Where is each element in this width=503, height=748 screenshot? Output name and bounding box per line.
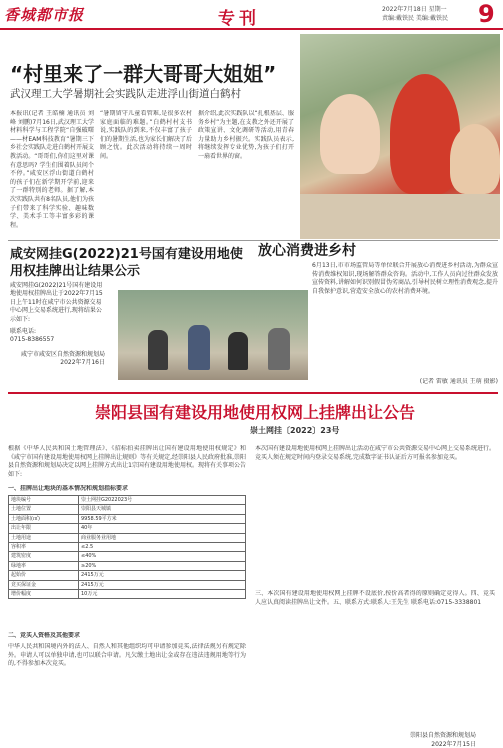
table-cell-label: 土地用途 <box>9 533 79 542</box>
page-number: 9 <box>478 0 495 28</box>
article2-body: 6月13日,市市场监管局等单位联合开展放心消费进乡村活动,为群众宣传消费维权知识,现场解答群众咨询。活动中,工作人员向过往群众发放宣传资料,讲解如何识别假冒伪劣商品,引导村民树立理性消费观念,提升自我保护意识,营造安全放心的农村消费环境。 <box>312 262 498 295</box>
article-column-1: 本报讯(记者 王皓楠 通讯员 刘峰 刘鹏)7月16日,武汉理工大学材料科学与工程学院“自强破曙——材EAM科技教育”暑期三下乡社会实践队走进白鹤村开展支教活动。“哥哥们,你们这里对课有意思吗? 学生们围着队员问个不停。”咸安区浮山街道白鹤村的孩子们在新学期开学前,迎来了一群特别的老师。据了解,本次实践队共有8名队员,他们为孩子们带来了科学实验、趣味数学、美术手工等丰富多彩的课程。 <box>10 110 94 229</box>
parcel-table <box>8 495 246 599</box>
table-cell-value: 2415万元 <box>79 571 246 580</box>
table-cell-label: 建筑密度 <box>9 552 79 561</box>
table-row <box>9 561 246 570</box>
notice-text: 咸安网挂G(2022)21号国有建设用地使用权挂牌出让于2022年7月15日上午11时在咸宁市公共资源交易中心网上交易系统进行,现将结果公示如下: <box>10 282 103 323</box>
table-cell-label: 土地位置 <box>9 505 79 514</box>
section-two-heading: 二、竞买人资格及其他要求 <box>8 632 81 639</box>
table-cell-label: 出让年限 <box>9 524 79 533</box>
table-cell-value: 40年 <box>79 524 246 533</box>
table-cell-label: 土地面积(㎡) <box>9 514 79 523</box>
announcement-intro: 根据《中华人民共和国土地管理法》、《招标拍卖挂牌出让国有建设用地使用权规定》和《咸宁市国有建设用地使用权网上挂牌出让规则》等有关规定,经崇阳县人民政府批准,崇阳县自然资源和规划局决定以网上挂牌方式出让1宗国有建设用地使用权。现将有关事项公告如下: <box>8 445 246 478</box>
table-cell-value: ≤2.5 <box>79 543 246 552</box>
newspaper-logo: 香城都市报 <box>4 6 85 24</box>
table-cell-label: 增价幅度 <box>9 590 79 599</box>
article2-title: 放心消费进乡村 <box>258 243 356 259</box>
issue-date: 2022年7月18日 星期一 <box>382 6 447 13</box>
contact-phone: 0715-8386557 <box>10 336 55 344</box>
article-column-2: “暑期留守儿童看管难,是很多农村家庭面临的难题。”白鹤村村支书说,实践队的到来,不仅丰富了孩子们的暑期生活,也为家长们解决了后顾之忧。此次活动将持续一周时间。 <box>100 110 192 160</box>
contact-label: 联系电话: <box>10 328 37 336</box>
issue-meta <box>382 5 477 23</box>
masthead <box>0 0 503 30</box>
table-row <box>9 533 246 542</box>
table-cell-value: 2415万元 <box>79 580 246 589</box>
announcement-title: 崇阳县国有建设用地使用权网上挂牌出让公告 <box>94 403 415 422</box>
table-cell-label: 起始价 <box>9 571 79 580</box>
notice-title: 咸安网挂G(2022)21号国有建设用地使用权挂牌出让结果公示 <box>10 247 243 279</box>
table-cell-value: 崇阳县天城镇 <box>79 505 246 514</box>
section-title: 专刊 <box>218 9 260 29</box>
table-row <box>9 514 246 523</box>
table-row <box>9 580 246 589</box>
table-cell-value: 9958.59平方米 <box>79 514 246 523</box>
table-cell-value: 10万元 <box>79 590 246 599</box>
announcement-col-right: 三、本次国有建设用地使用权网上挂牌不设底价,按价高者得的原则确定竞得人。四、竞买人应认真阅读挂牌出让文件。五、联系方式:联系人:王先生 联系电话:0715-3338801 <box>255 590 495 606</box>
section-one-heading: 一、挂牌出让地块的基本情况和规划指标要求 <box>8 485 129 492</box>
article-headline: “村里来了一群大哥哥大姐姐” <box>10 62 277 86</box>
signature-date: 2022年7月15日 <box>431 741 477 748</box>
notice-date: 2022年7月16日 <box>60 359 105 367</box>
article-column-3: 据介绍,此次实践队以“扎根基层、服务乡村”为主题,在支教之外还开展了政策宣讲、文化调研等活动,用青春力量助力乡村振兴。实践队员表示,将继续发挥专业优势,为孩子们打开一扇看世界的窗。 <box>198 110 294 160</box>
notice-contact <box>10 328 105 345</box>
article-subhead: 武汉理工大学暑期社会实践队走进浮山街道白鹤村 <box>10 88 241 100</box>
table-cell-label: 地块编号 <box>9 496 79 505</box>
announcement-col-left: 中华人民共和国境内外的法人、自然人和其他组织均可申请参加竞买,法律法规另有规定除外。申请人可以单独申请,也可以联合申请。凡欠缴土地出让金或存在违法违规用地等行为的,不得参加本次竞买。 <box>8 643 246 668</box>
table-row <box>9 524 246 533</box>
table-cell-value: 崇土网挂G2022023号 <box>79 496 246 505</box>
announcement-col-mid: 本次国有建设用地使用权网上挂牌出让活动在咸宁市公共资源交易中心网上交易系统进行。竞买人须在规定时间内登录交易系统,完成数字证书认证后方可报名参加竞买。 <box>255 445 495 461</box>
article2-credit: (记者 雷敏 通讯员 王萌 摄影) <box>419 378 498 385</box>
signature-org: 崇阳县自然资源和规划局 <box>410 732 477 739</box>
divider <box>8 392 498 394</box>
article2-photo <box>118 290 308 380</box>
table-cell-value: ≥20% <box>79 561 246 570</box>
table-row <box>9 496 246 505</box>
table-row <box>9 505 246 514</box>
table-cell-value: ≤40% <box>79 552 246 561</box>
table-cell-value: 商业服务业用地 <box>79 533 246 542</box>
table-row <box>9 552 246 561</box>
editor-credit: 责编:戴铁民 美编:戴铁民 <box>382 15 448 22</box>
notice-issuer: 咸宁市咸安区自然资源和规划局 <box>20 350 105 358</box>
table-cell-label: 绿地率 <box>9 561 79 570</box>
table-row <box>9 590 246 599</box>
notice-body <box>10 282 105 368</box>
divider <box>8 240 498 241</box>
announcement-ref: 崇土网挂〔2022〕23号 <box>250 426 340 435</box>
table-row <box>9 543 246 552</box>
article-photo <box>300 34 500 239</box>
table-cell-label: 容积率 <box>9 543 79 552</box>
table-row <box>9 571 246 580</box>
announcement-signature <box>410 730 476 748</box>
table-cell-label: 竞买保证金 <box>9 580 79 589</box>
